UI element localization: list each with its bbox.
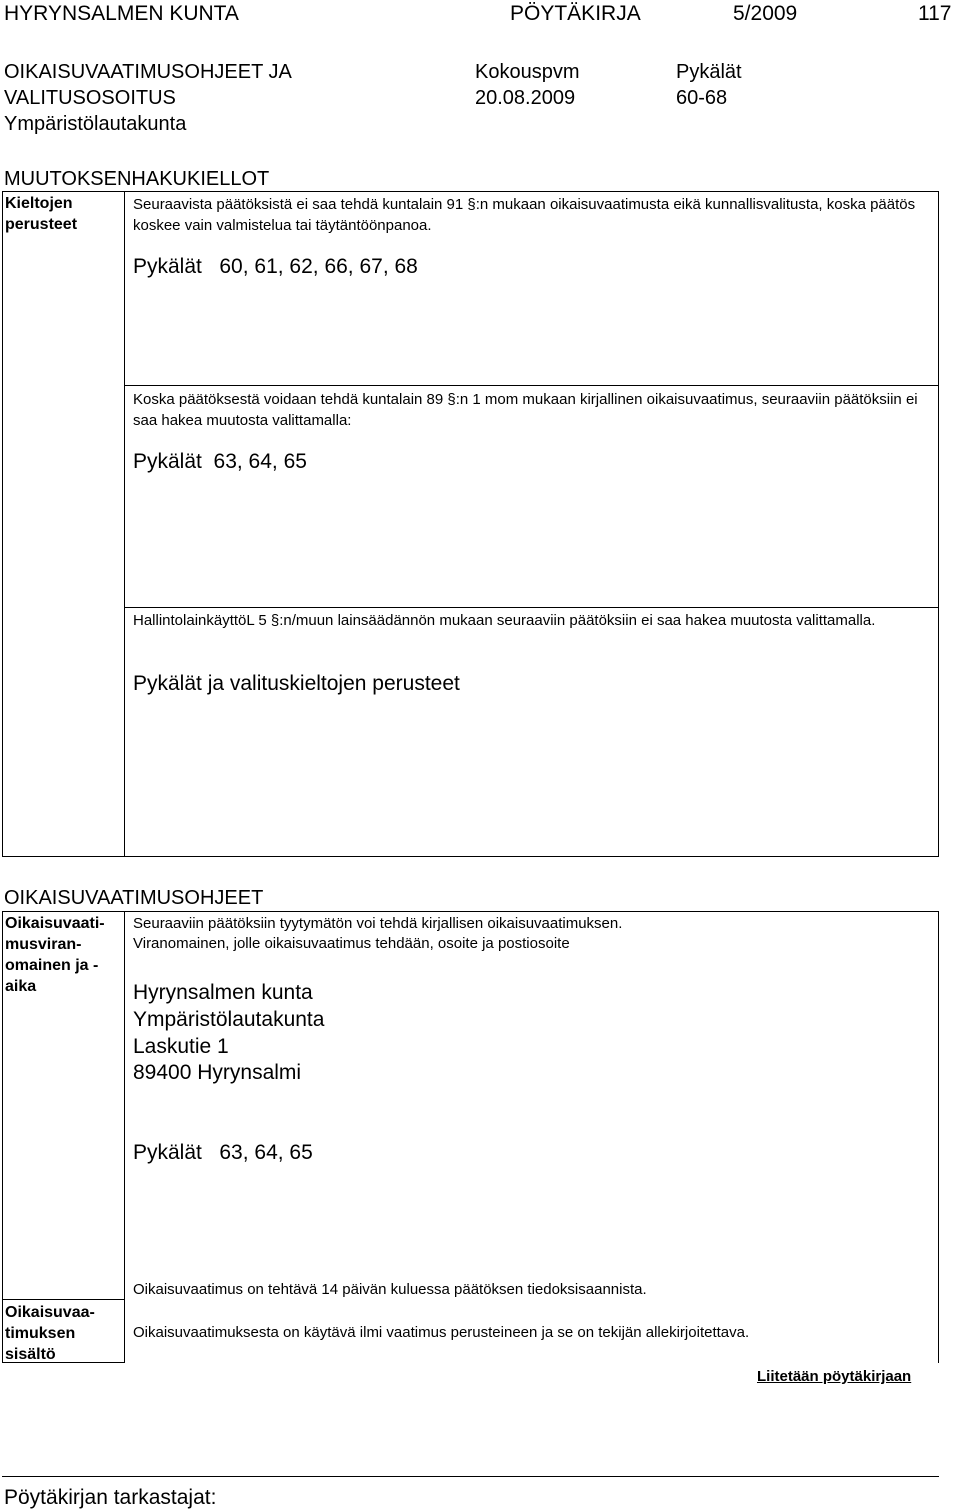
title-line-2: VALITUSOSOITUS (4, 87, 176, 109)
meeting-date-label: Kokouspvm (475, 61, 580, 83)
sections-label: Pykälät (676, 61, 742, 83)
title-line-3: Ympäristölautakunta (4, 113, 187, 135)
block2-sections: Pykälät 63, 64, 65 (133, 450, 307, 473)
reviewers-label: Pöytäkirjan tarkastajat: (4, 1486, 217, 1509)
authority-description: Viranomainen, jolle oikaisuvaatimus tehdään, osoite ja postiosoite (133, 935, 570, 952)
rectification-sections: Pykälät 63, 64, 65 (133, 1141, 313, 1164)
rectification-content-label: Oikaisuvaa-timuksen sisältö (5, 1304, 95, 1363)
block3-sections: Pykälät ja valituskieltojen perusteet (133, 672, 460, 695)
block3-text: HallintolainkäyttöL 5 §:n/muun lainsäädännön mukaan seuraaviin päätöksiin ei saa hakea muutosta valittamalla. (133, 612, 876, 629)
title-line-1: OIKAISUVAATIMUSOHJEET JA (4, 61, 292, 83)
address-line-4: 89400 Hyrynsalmi (133, 1061, 302, 1084)
block2-text: Koska päätöksestä voidaan tehdä kuntalain 89 §:n 1 mom mukaan kirjallinen oikaisuvaatimus, seuraaviin päätöksiin ei saa hakea muutosta valittamalla: (133, 391, 918, 429)
sections-range: 60-68 (676, 87, 728, 109)
document-number: 5/2009 (733, 2, 798, 25)
rectification-heading: OIKAISUVAATIMUSOHJEET (4, 887, 264, 909)
address-line-2: Ympäristölautakunta (133, 1008, 325, 1031)
page-number: 117 (918, 2, 952, 25)
rectification-authority-label: Oikaisuvaati-musviran-omainen ja -aika (5, 915, 105, 995)
municipality-name: HYRYNSALMEN KUNTA (4, 2, 239, 25)
document-type: PÖYTÄKIRJA (510, 2, 641, 25)
address-line-1: Hyrynsalmen kunta (133, 981, 313, 1004)
rectification-deadline: Oikaisuvaatimus on tehtävä 14 päivän kuluessa päätöksen tiedoksisaannista. (133, 1281, 647, 1298)
rectification-intro: Seuraaviin päätöksiin tyytymätön voi tehdä kirjallisen oikaisuvaatimuksen. (133, 915, 623, 932)
appeal-bans-heading: MUUTOKSENHAKUKIELLOT (4, 168, 270, 190)
address-line-3: Laskutie 1 (133, 1035, 229, 1058)
attachment-note: Liitetään pöytäkirjaan (757, 1368, 912, 1385)
appeal-bans-label: Kieltojen perusteet (5, 195, 78, 233)
block1-text: Seuraavista päätöksistä ei saa tehdä kuntalain 91 §:n mukaan oikaisuvaatimusta eikä kunnallisvalitusta, koska päätös koskee vain valmistelua tai täytäntöönpanoa. (133, 196, 916, 234)
block1-sections: Pykälät 60, 61, 62, 66, 67, 68 (133, 255, 418, 278)
rectification-content-text: Oikaisuvaatimuksesta on käytävä ilmi vaatimus perusteineen ja se on tekijän allekirjoitettava. (133, 1324, 750, 1341)
meeting-date: 20.08.2009 (475, 87, 576, 109)
